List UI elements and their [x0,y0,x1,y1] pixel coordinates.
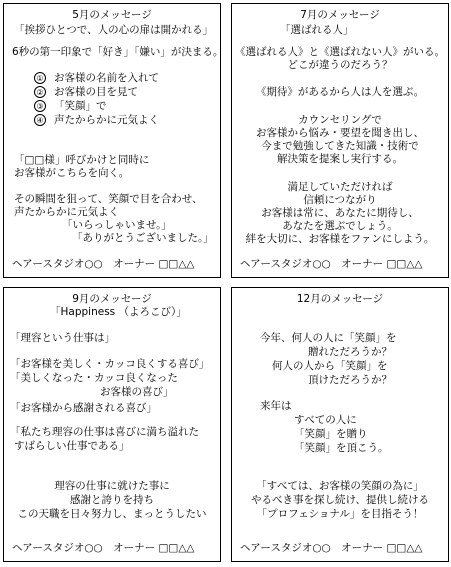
paragraph-line: 「プロフェショナル」を目指そう！ [256,508,424,520]
card-title: 7月のメッセージ [300,9,380,21]
card-footer: ヘアースタジオ○○ オーナー □□△△ [240,542,423,554]
paragraph-line: 感謝と誇りを持ち [70,494,154,506]
paragraph-line: すばらしい仕事である」 [14,440,130,452]
number-badge: ④ [34,114,46,126]
paragraph-line: その瞬間を狙って、笑顔で目を合わせ、 [14,193,203,205]
paragraph-line: お客様がこちらを向く。 [14,167,130,179]
paragraph-line: 理容の仕事に就けた事に [54,480,170,492]
paragraph-line: 解決策を提案し実行する。 [277,153,403,165]
card-footer: ヘアースタジオ○○ オーナー □□△△ [12,542,195,554]
number-badge: ① [34,72,46,84]
paragraph-line: 「笑顔」を頂こう。 [294,442,389,454]
paragraph-line: 《期待》があるから人は人を選ぶ。 [255,86,425,98]
list-item [34,86,138,98]
paragraph-line: どこが違うのだろう？ [287,59,393,71]
paragraph-line: お客様の喜び」 [100,386,174,398]
paragraph-line: 来年は [260,400,292,412]
paragraph-line: 今まで勉強してきた知識・技術で [261,140,419,152]
paragraph-line: 「私たち理容の仕事は喜びに満ち溢れた [10,426,199,438]
paragraph-line: 「美しくなった・カッコ良くなった [10,372,178,384]
paragraph-line: 満足していただければ [287,181,393,193]
paragraph-line: 「ありがとうございました。」 [72,232,214,244]
paragraph-line: すべての人に [294,414,357,426]
paragraph-line: カウンセリングで [298,114,382,126]
paragraph-line: 「理容という仕事は」 [10,332,115,344]
card-title: 5月のメッセージ [72,9,152,21]
list-item-text: お客様の目を見て [54,86,138,98]
september-message-card [3,287,221,562]
list-item [34,114,159,126]
list-item [34,100,107,112]
card-subtitle: 「挨拶ひとつで、人の心の扉は開かれる」 [14,24,214,36]
paragraph-line: お客様から悩み・要望を聞き出し、 [256,127,424,139]
list-item-text: お客様の名前を入れて [54,72,159,84]
paragraph-line: 「□□様」呼びかけと同時に [14,154,150,166]
paragraph-line: 声たからかに元気よく [14,206,119,218]
card-subtitle: 「選ばれる人」 [280,24,354,36]
paragraph-line: 「お客様から感謝される喜び」 [10,402,157,414]
may-message-card [3,3,224,278]
paragraph-line: 「お客様を美しく・カッコ良くする喜び」 [10,358,210,370]
paragraph-line: 「いらっしゃいませ。」 [62,219,172,231]
list-item [34,72,159,84]
paragraph-line: 《選ばれる人》と《選ばれない人》がいる。 [235,46,445,58]
list-item-text: 声たからかに元気よく [54,114,159,126]
card-subtitle: 「Happiness （よろこび）」 [50,306,187,318]
card-title: 9月のメッセージ [72,293,152,305]
paragraph-line: 絆を大切に、お客様をファンにしよう。 [245,233,435,245]
paragraph-line: やるべき事を探し続け、提供し続ける [250,494,430,506]
card-footer: ヘアースタジオ○○ オーナー □□△△ [240,258,423,270]
paragraph-line: この天職を日々努力し、まっとうしたい [17,508,207,520]
intro-text: 6秒の第一印象で「好き」「嫌い」が決まる。 [12,46,224,58]
paragraph-line: 信頼につながり [303,194,377,206]
paragraph-line: あなたを選ぶでしょう。 [282,220,398,232]
july-message-card [231,3,449,278]
list-item-text: 「笑顔」で [54,100,107,112]
number-badge: ② [34,86,46,98]
card-title: 12月のメッセージ [296,293,384,305]
paragraph-line: お客様は常に、あなたに期待し、 [261,207,419,219]
december-message-card [231,287,449,562]
card-footer: ヘアースタジオ○○ オーナー □□△△ [12,258,195,270]
paragraph-line: 何人の人から「笑顔」を [272,360,388,372]
paragraph-line: 「笑顔」を贈り [294,428,368,440]
paragraph-line: 「すべては、お客様の笑顔の為に」 [256,480,424,492]
paragraph-line: 贈れただろうか？ [308,346,392,358]
number-badge: ③ [34,100,46,112]
paragraph-line: 頂けただろうか？ [308,374,392,386]
paragraph-line: 今年、何人の人に「笑顔」を [260,332,397,344]
